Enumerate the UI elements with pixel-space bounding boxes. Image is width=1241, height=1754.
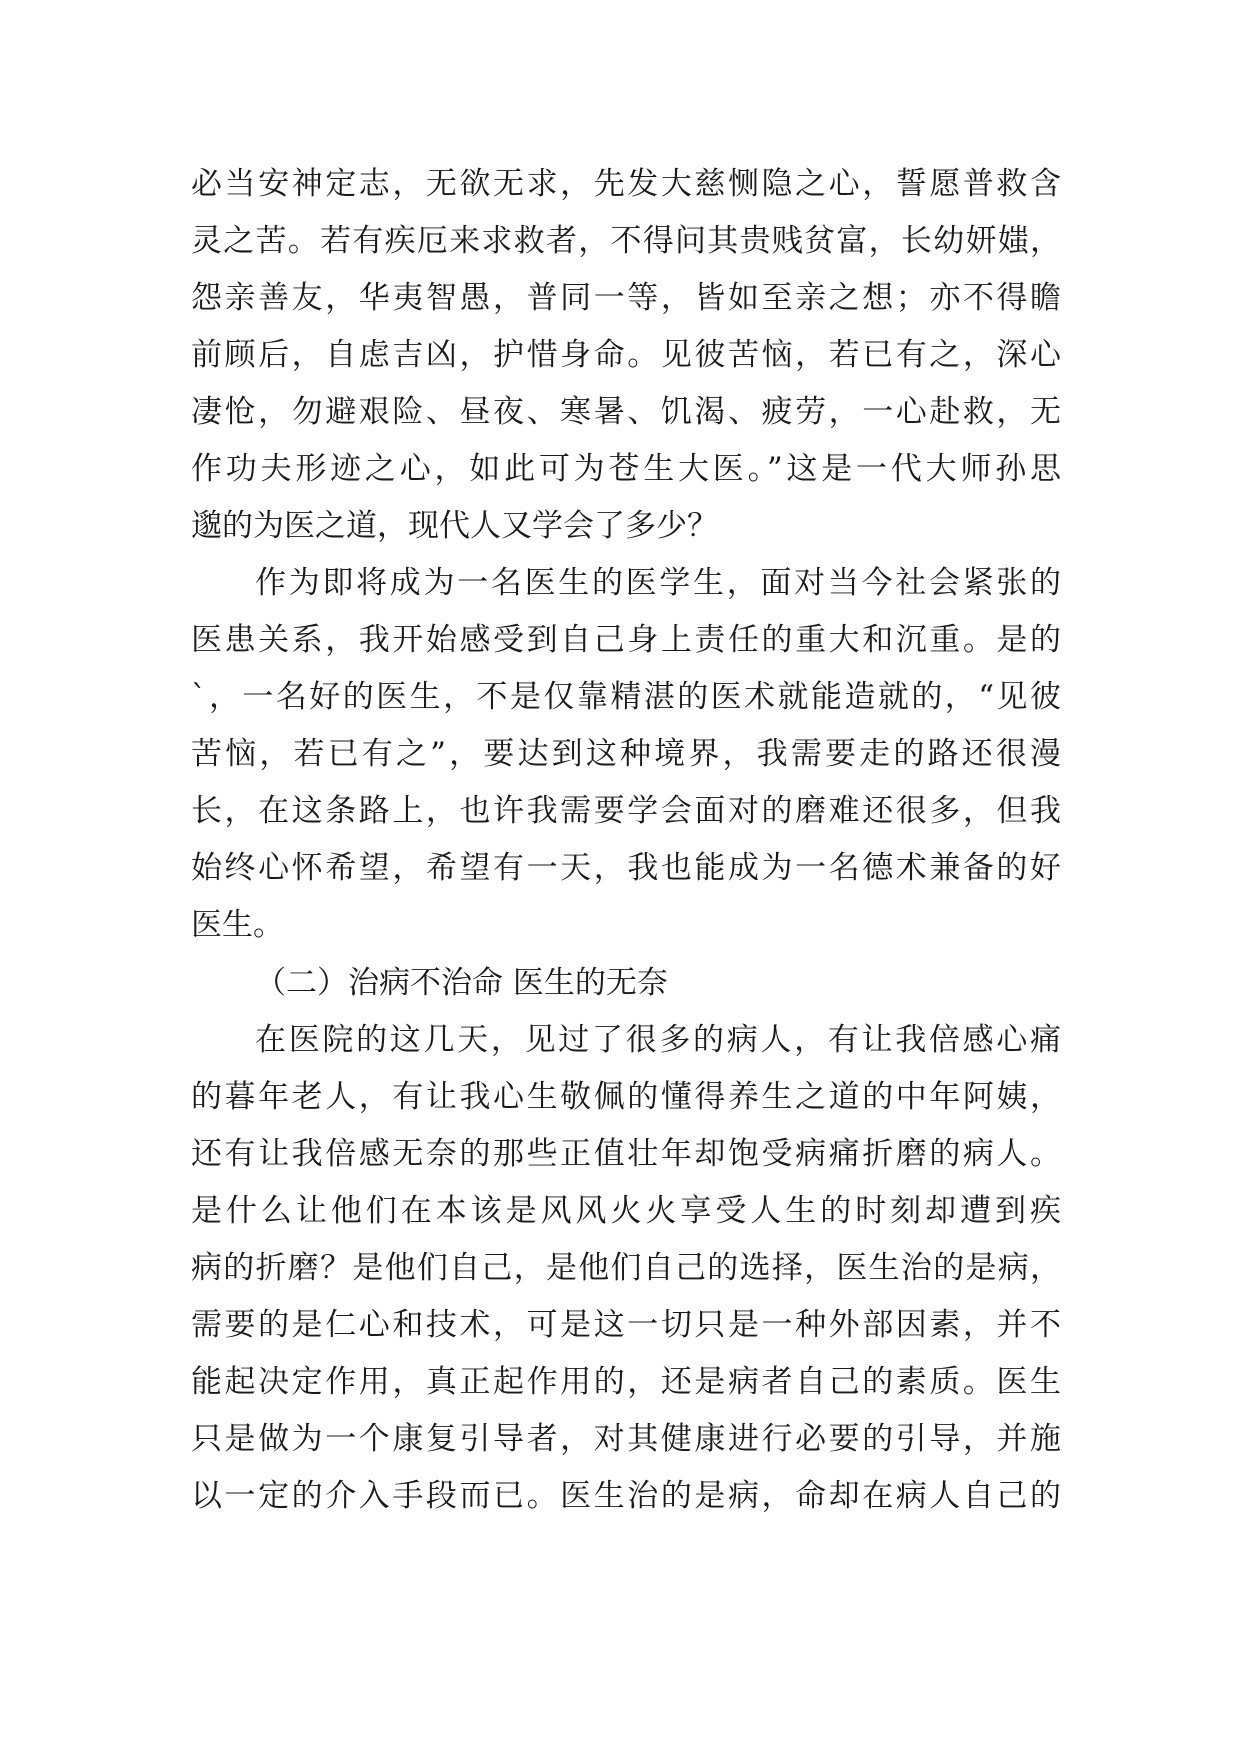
paragraph-line: 需要的是仁心和技术，可是这一切只是一种外部因素，并不 [191,1307,1061,1343]
paragraph-line: 灵之苦。若有疾厄来求救者，不得问其贵贱贫富，长幼妍媸， [191,223,1061,259]
paragraph-line: 作功夫形迹之心，如此可为苍生大医。”这是一代大师孙思 [191,451,1061,487]
paragraph-line: 凄怆，勿避艰险、昼夜、寒暑、饥渴、疲劳，一心赴救，无 [191,394,1061,430]
paragraph-line: 前顾后，自虑吉凶，护惜身命。见彼苦恼，若已有之，深心 [191,337,1061,373]
paragraph-line: 是什么让他们在本该是风风火火享受人生的时刻却遭到疾 [191,1193,1061,1229]
paragraph-line: 还有让我倍感无奈的那些正值壮年却饱受病痛折磨的病人。 [191,1136,1061,1172]
paragraph-line: 作为即将成为一名医生的医学生，面对当今社会紧张的 [255,565,1061,601]
paragraph-line: 能起决定作用，真正起作用的，还是病者自己的素质。医生 [191,1364,1061,1400]
paragraph-line: 医患关系，我开始感受到自己身上责任的重大和沉重。是的 [191,622,1061,658]
paragraph-line: 以一定的介入手段而已。医生治的是病，命却在病人自己的 [191,1478,1061,1514]
paragraph-line: `，一名好的医生，不是仅靠精湛的医术就能造就的，“见彼 [191,679,1061,715]
paragraph-line: 长，在这条路上，也许我需要学会面对的磨难还很多，但我 [191,793,1061,829]
paragraph-line: 的暮年老人，有让我心生敬佩的懂得养生之道的中年阿姨， [191,1079,1061,1115]
paragraph-line: 病的折磨？是他们自己，是他们自己的选择，医生治的是病， [191,1250,1061,1286]
paragraph-line: 医生。 [191,907,284,943]
section-heading: （二）治病不治命 医生的无奈 [255,965,668,1001]
paragraph-line: 必当安神定志，无欲无求，先发大慈恻隐之心，誓愿普救含 [191,166,1061,202]
paragraph-line: 邈的为医之道，现代人又学会了多少？ [191,508,718,544]
paragraph-line: 在医院的这几天，见过了很多的病人，有让我倍感心痛 [255,1022,1061,1058]
paragraph-line: 只是做为一个康复引导者，对其健康进行必要的引导，并施 [191,1421,1061,1457]
paragraph-line: 怨亲善友，华夷智愚，普同一等，皆如至亲之想；亦不得瞻 [191,280,1061,316]
paragraph-line: 苦恼，若已有之”，要达到这种境界，我需要走的路还很漫 [191,736,1061,772]
paragraph-line: 始终心怀希望，希望有一天，我也能成为一名德术兼备的好 [191,850,1061,886]
